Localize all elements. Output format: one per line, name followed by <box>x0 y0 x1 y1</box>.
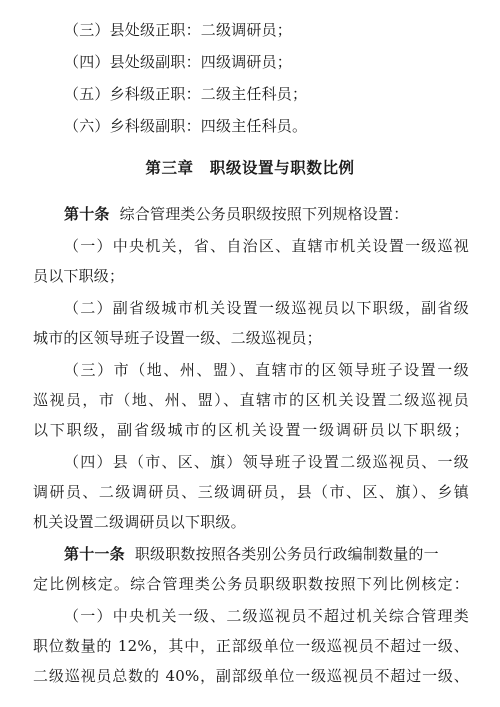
article-10-line: 城市的区领导班子设置一级、二级巡视员； <box>33 329 322 347</box>
list-item: （五）乡科级正职：二级主任科员； <box>64 85 308 103</box>
article-11-label: 第十一条 <box>64 545 125 563</box>
list-item: （三）县处级正职：二级调研员； <box>64 21 293 39</box>
article-10-text: 综合管理类公务员职级按照下列规格设置： <box>119 205 409 223</box>
article-10-line: （一）中央机关，省、自治区、直辖市机关设置一级巡视 <box>64 237 469 255</box>
article-11-line: （一）中央机关一级、二级巡视员不超过机关综合管理类 <box>64 607 469 625</box>
article-10-first-line <box>64 204 469 224</box>
chapter-heading: 第三章 职级设置与职数比例 <box>145 159 355 177</box>
article-10-line: （三）市（地、州、盟）、直辖市的区领导班子设置一级 <box>64 361 469 379</box>
article-11-line: 职位数量的 12%，其中，正部级单位一级巡视员不超过一级、 <box>33 637 469 655</box>
article-10-line: 机关设置二级调研员以下职级。 <box>33 513 246 531</box>
article-10-line: 以下职级，副省级城市的区机关设置一级调研员以下职级； <box>33 421 469 439</box>
article-11-first-line <box>64 544 469 564</box>
article-11-line: 二级巡视员总数的 40%，副部级单位一级巡视员不超过一级、 <box>33 667 469 685</box>
article-10-line: （二）副省级城市机关设置一级巡视员以下职级，副省级 <box>64 299 469 317</box>
article-10-line: 巡视员，市（地、州、盟）、直辖市的区机关设置二级巡视员 <box>33 391 469 409</box>
article-10-line: （四）县（市、区、旗）领导班子设置二级巡视员、一级 <box>64 453 469 471</box>
list-item: （四）县处级副职：四级调研员； <box>64 53 293 71</box>
article-11-line: 定比例核定。综合管理类公务员职级职数按照下列比例核定： <box>33 575 469 593</box>
article-10-line: 员以下职级； <box>33 267 125 285</box>
list-item: （六）乡科级副职：四级主任科员。 <box>64 117 308 135</box>
article-10-line: 调研员、二级调研员、三级调研员，县（市、区、旗）、乡镇 <box>33 483 469 501</box>
article-11-text: 职级职数按照各类别公务员行政编制数量的一 <box>134 545 439 563</box>
article-10-label: 第十条 <box>64 205 110 223</box>
